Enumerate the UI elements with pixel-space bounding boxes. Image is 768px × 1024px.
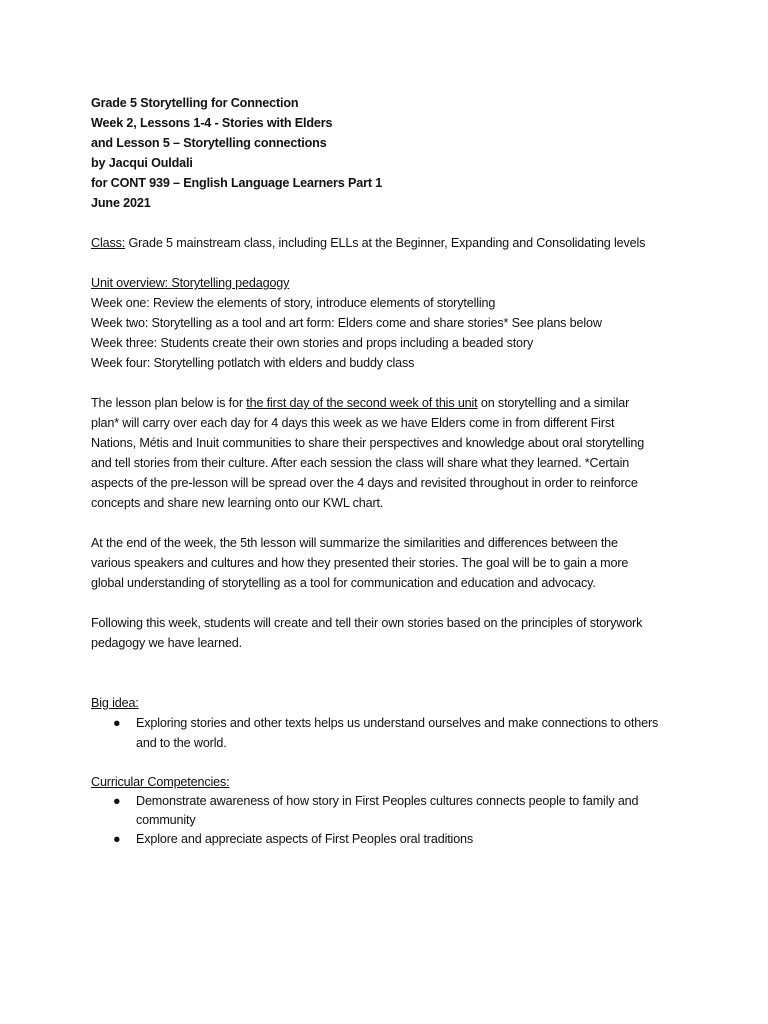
bullet-icon: ● (113, 716, 121, 730)
week-two-item: Week two: Storytelling as a tool and art form: Elders come and share stories* See plans below (91, 316, 602, 330)
document-page (91, 93, 691, 849)
list-item-text: community (136, 813, 196, 827)
bullet-icon: ● (113, 794, 121, 808)
week-four-item: Week four: Storytelling potlatch with elders and buddy class (91, 356, 415, 370)
paragraph-line: At the end of the week, the 5th lesson will summarize the similarities and differences between the (91, 536, 618, 550)
unit-overview-section (91, 273, 691, 373)
competencies-heading: Curricular Competencies: (91, 775, 230, 789)
document-title: Grade 5 Storytelling for Connection (91, 96, 299, 110)
paragraph-line: global understanding of storytelling as a tool for communication and education and advocacy. (91, 576, 596, 590)
list-item (91, 713, 691, 753)
paragraph-tail: on storytelling and a similar (477, 396, 630, 410)
week-three-item: Week three: Students create their own stories and props including a beaded story (91, 336, 534, 350)
list-item-text: Demonstrate awareness of how story in First Peoples cultures connects people to family and (136, 794, 639, 808)
paragraph-lead: The lesson plan below is for (91, 396, 247, 410)
list-item-text: Exploring stories and other texts helps us understand ourselves and make connections to others (136, 716, 659, 730)
paragraph-line: aspects of the pre-lesson will be spread over the 4 days and revisited throughout in order to reinforce (91, 476, 638, 490)
paragraph-line: Nations, Métis and Inuit communities to share their perspectives and knowledge about oral storytelling (91, 436, 645, 450)
list-item-text: and to the world. (136, 736, 227, 750)
class-text: Grade 5 mainstream class, including ELLs at the Beginner, Expanding and Consolidating levels (125, 236, 646, 250)
paragraph-line (91, 393, 691, 413)
big-idea-section (91, 693, 691, 753)
lesson-plan-paragraph (91, 393, 691, 513)
author-line: by Jacqui Ouldali (91, 156, 193, 170)
course-line: for CONT 939 – English Language Learners Part 1 (91, 176, 383, 190)
lesson-five-line: and Lesson 5 – Storytelling connections (91, 136, 327, 150)
big-idea-list (91, 713, 691, 753)
unit-overview-heading: Unit overview: Storytelling pedagogy (91, 276, 290, 290)
list-item-text: Explore and appreciate aspects of First Peoples oral traditions (136, 832, 474, 846)
paragraph-line: Following this week, students will create and tell their own stories based on the principles of storywork (91, 616, 643, 630)
first-day-emphasis: the first day of the second week of this unit (246, 396, 478, 410)
class-description (91, 233, 691, 253)
week-lessons-line: Week 2, Lessons 1-4 - Stories with Elders (91, 116, 333, 130)
document-header (91, 93, 691, 213)
fifth-lesson-paragraph (91, 533, 691, 593)
big-idea-heading: Big idea: (91, 696, 139, 710)
list-item (91, 830, 691, 849)
bullet-icon: ● (113, 832, 121, 846)
list-item (91, 792, 691, 830)
date-line: June 2021 (91, 196, 151, 210)
competencies-section (91, 773, 691, 849)
following-week-paragraph (91, 613, 691, 653)
class-label: Class: (91, 236, 126, 250)
week-one-item: Week one: Review the elements of story, introduce elements of storytelling (91, 296, 496, 310)
paragraph-line: concepts and share new learning onto our KWL chart. (91, 496, 384, 510)
paragraph-line: pedagogy we have learned. (91, 636, 242, 650)
competencies-list (91, 792, 691, 849)
paragraph-line: plan* will carry over each day for 4 days this week as we have Elders come in from different First (91, 416, 615, 430)
paragraph-line: various speakers and cultures and how they presented their stories. The goal will be to gain a more (91, 556, 629, 570)
paragraph-line: and tell stories from their culture. After each session the class will share what they learned. *Certain (91, 456, 630, 470)
